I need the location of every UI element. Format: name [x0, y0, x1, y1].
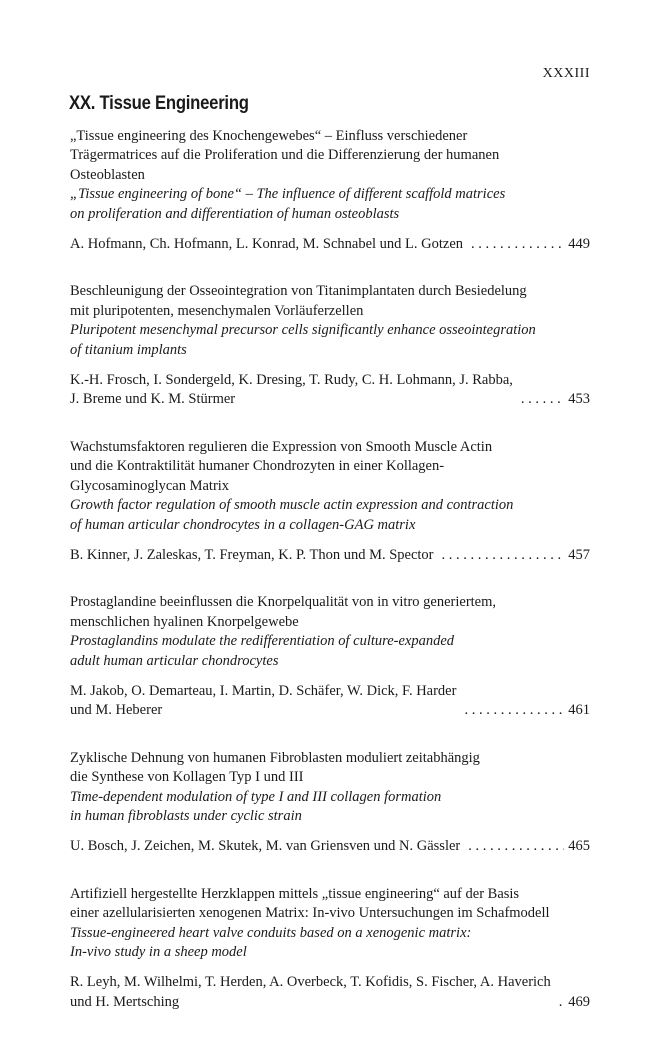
entry-title-german-line: menschlichen hyalinen Knorpelgewebe — [70, 613, 299, 630]
entry-authors: K.-H. Frosch, I. Sondergeld, K. Dresing, T. Rudy, C. H. Lohmann, J. Rabba, J. Breme und K. M. Stürmer — [70, 372, 513, 408]
entry-authors-row — [70, 546, 590, 565]
entry-title-german-line: Trägermatrices auf die Proliferation und die Differenzierung der humanen — [70, 147, 500, 164]
entry-title-german — [70, 749, 590, 788]
toc-entry[interactable] — [70, 593, 590, 720]
entry-title-german-line: mit pluripotenten, mesenchymalen Vorläuferzellen — [70, 302, 364, 319]
entry-title-english-line: adult human articular chondrocytes — [70, 652, 279, 669]
entry-title-english-line: of titanium implants — [70, 341, 187, 358]
entry-title-english-line: Tissue-engineered heart valve conduits based on a xenogenic matrix: — [70, 924, 472, 941]
entry-authors-row — [70, 973, 590, 1012]
entry-title-english-line: Pluripotent mesenchymal precursor cells significantly enhance osseointegration — [70, 322, 536, 339]
entry-title-english — [70, 496, 590, 535]
entry-title-german-line: und die Kontraktilität humaner Chondrozyten in einer Kollagen- — [70, 458, 445, 475]
entry-title-german-line: Beschleunigung der Osseointegration von Titanimplantaten durch Besiedelung — [70, 283, 527, 300]
entry-authors: M. Jakob, O. Demarteau, I. Martin, D. Schäfer, W. Dick, F. Harder und M. Heberer — [70, 682, 457, 719]
entry-title-english — [70, 321, 590, 360]
toc-entries — [70, 127, 590, 1040]
entry-page-number[interactable]: 457 — [568, 546, 590, 563]
dot-leader — [442, 546, 565, 565]
dot-leader — [521, 390, 564, 409]
entry-authors: A. Hofmann, Ch. Hofmann, L. Konrad, M. Schnabel und L. Gotzen — [70, 236, 464, 253]
entry-authors: U. Bosch, J. Zeichen, M. Skutek, M. van Griensven und N. Gässler — [70, 838, 461, 855]
entry-page-number[interactable]: 465 — [568, 838, 590, 855]
entry-page-number[interactable]: 453 — [568, 391, 590, 408]
section-title: XX. Tissue Engineering — [69, 93, 249, 114]
entry-page-number[interactable]: 461 — [568, 702, 590, 719]
entry-title-english — [70, 632, 590, 671]
entry-authors-row — [70, 682, 590, 721]
entry-title-english-line: Time-dependent modulation of type I and III collagen formation — [70, 788, 442, 805]
entry-title-english-line: in human fibroblasts under cyclic strain — [70, 807, 302, 824]
entry-title-german-line: einer azellularisierten xenogenen Matrix: In-vivo Untersuchungen im Schafmodell — [70, 905, 550, 922]
entry-title-english-line: In-vivo study in a sheep model — [70, 944, 247, 960]
entry-title-german-line: die Synthese von Kollagen Typ I und III — [70, 769, 304, 786]
entry-title-english-line: „Tissue engineering of bone“ – The influence of different scaffold matrices — [70, 186, 506, 203]
entry-authors-row — [70, 371, 590, 410]
entry-title-german — [70, 885, 590, 924]
entry-title-german — [70, 282, 590, 321]
entry-title-english-line: on proliferation and differentiation of human osteoblasts — [70, 205, 400, 222]
entry-title-english-line: of human articular chondrocytes in a collagen-GAG matrix — [70, 516, 416, 533]
dot-leader — [464, 701, 564, 720]
dot-leader — [468, 837, 564, 856]
entry-title-german-line: Osteoblasten — [70, 166, 145, 183]
toc-entry[interactable] — [70, 438, 590, 565]
entry-title-german-line: „Tissue engineering des Knochengewebes“ – Einfluss verschiedener — [70, 128, 468, 144]
entry-title-english-line: Prostaglandins modulate the redifferentiation of culture-expanded — [70, 633, 455, 650]
dot-leader — [559, 993, 565, 1012]
dot-leader — [471, 235, 564, 254]
entry-authors-row — [70, 235, 590, 254]
entry-page-number[interactable]: 449 — [568, 236, 590, 253]
entry-authors-row — [70, 837, 590, 856]
entry-title-german-line: Wachstumsfaktoren regulieren die Expression von Smooth Muscle Actin — [70, 438, 493, 455]
toc-entry[interactable] — [70, 885, 590, 1012]
entry-title-german-line: Prostaglandine beeinflussen die Knorpelqualität von in vitro generiertem, — [70, 594, 497, 611]
page-number: XXXIII — [542, 66, 590, 81]
toc-entry[interactable] — [70, 127, 590, 254]
entry-title-german-line: Artifiziell hergestellte Herzklappen mittels „tissue engineering“ auf der Basis — [70, 885, 520, 902]
entry-title-english — [70, 788, 590, 827]
entry-title-english — [70, 185, 590, 224]
entry-title-german-line: Zyklische Dehnung von humanen Fibroblasten moduliert zeitabhängig — [70, 749, 480, 766]
entry-title-german — [70, 127, 590, 185]
entry-title-german-line: Glycosaminoglycan Matrix — [70, 477, 230, 494]
toc-entry[interactable] — [70, 282, 590, 409]
entry-title-english — [70, 924, 590, 963]
entry-authors: R. Leyh, M. Wilhelmi, T. Herden, A. Overbeck, T. Kofidis, S. Fischer, A. Haverich und H. Mertsching — [70, 974, 551, 1010]
entry-title-german — [70, 438, 590, 496]
entry-title-english-line: Growth factor regulation of smooth muscle actin expression and contraction — [70, 497, 514, 514]
entry-page-number[interactable]: 469 — [568, 993, 590, 1010]
entry-authors: B. Kinner, J. Zaleskas, T. Freyman, K. P. Thon und M. Spector — [70, 546, 434, 563]
entry-title-german — [70, 593, 590, 632]
toc-entry[interactable] — [70, 749, 590, 857]
